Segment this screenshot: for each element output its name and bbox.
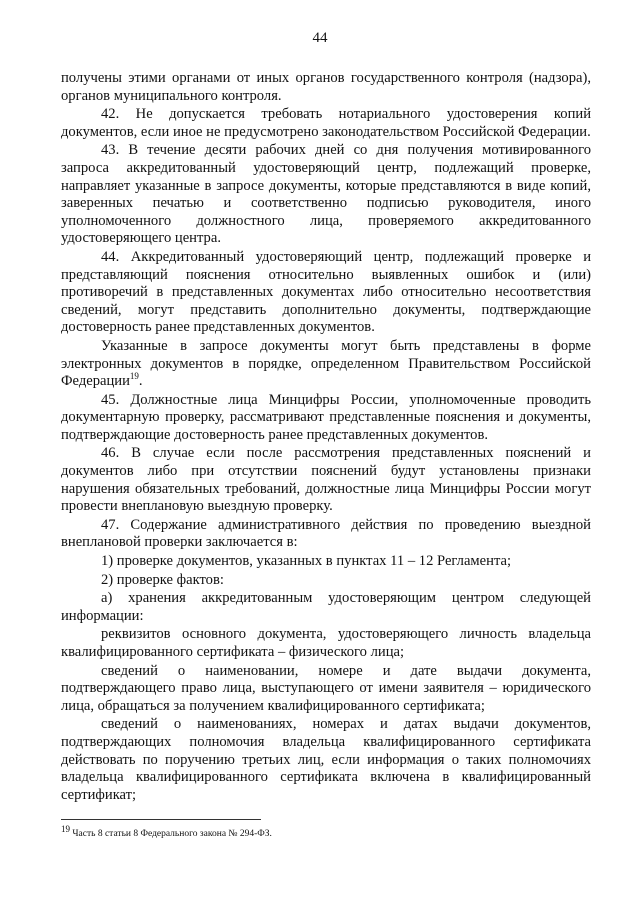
page-number: 44 <box>312 30 328 46</box>
paragraph-47: 47. Содержание административного действия по проведению выездной внеплановой проверки заключается в: <box>61 516 591 551</box>
footnote-marker: 19 <box>61 823 70 834</box>
paragraph-42: 42. Не допускается требовать нотариального удостоверения копий документов, если иное не предусмотрено законодательством Российской Федерации. <box>61 106 591 140</box>
paragraph-electronic-docs-text: Указанные в запросе документы могут быть представлены в форме электронных документов в порядке, определенном Правительством Российской Федерации <box>61 337 591 390</box>
list-item-requisites: реквизитов основного документа, удостоверяющего личность владельца квалифицированного сертификата – физического лица; <box>61 626 591 660</box>
list-item-2: 2) проверке фактов: <box>101 571 224 588</box>
list-item-name-info: сведений о наименовании, номере и дате выдачи документа, подтверждающего право лица, выступающего от имени заявителя – юридического лица, обращаться за получением квалифицированного сертификата; <box>61 662 591 714</box>
footnote-text: Часть 8 статьи 8 Федерального закона № 294-ФЗ. <box>70 829 272 839</box>
paragraph-43: 43. В течение десяти рабочих дней со дня получения мотивированного запроса аккредитованный удостоверяющий центр, подлежащий проверке, направляет указанные в запросе документы, которые представляются в виде копий, заверенных печатью и соответственно подписью руководителя, иного уполномоченного должностного лица, проверяемого аккредитованного удостоверяющего центра. <box>61 142 591 247</box>
paragraph-45: 45. Должностные лица Минцифры России, уполномоченные проводить документарную проверку, рассматривают представленные пояснения и документы, подтверждающие достоверность ранее представленных документов. <box>61 391 591 443</box>
footnote-reference[interactable]: 19 <box>129 371 139 382</box>
paragraph-44: 44. Аккредитованный удостоверяющий центр, подлежащий проверке и представляющий пояснения относительно выявленных ошибок и (или) противоречий в представленных документах либо относительно несоответствия сведений, могут представить дополнительно документы, подтверждающие достоверность ранее представленных документов. <box>61 248 591 336</box>
paragraph-46: 46. В случае если после рассмотрения представленных пояснений и документов либо при отсутствии пояснений будут установлены признаки нарушения обязательных требований, должностные лица Минцифры России могут провести внеплановую выездную проверку. <box>61 445 591 515</box>
footnote-divider <box>61 819 261 820</box>
list-item-a: а) хранения аккредитованным удостоверяющим центром следующей информации: <box>61 590 591 624</box>
paragraph-electronic-docs-end: . <box>138 373 143 390</box>
paragraph-continuation: получены этими органами от иных органов государственного контроля (надзора), органов муниципального контроля. <box>61 70 591 104</box>
paragraph-electronic-docs <box>61 338 591 391</box>
body-text <box>61 70 591 805</box>
list-item-authority-info: сведений о наименованиях, номерах и датах выдачи документов, подтверждающих полномочия владельца квалифицированного сертификата действовать по поручению третьих лиц, если информация о таких полномочиях владельца квалифицированного сертификата включена в квалифицированный сертификат; <box>61 716 591 803</box>
list-item-1: 1) проверке документов, указанных в пунктах 11 – 12 Регламента; <box>101 553 512 570</box>
footnote <box>61 823 591 840</box>
